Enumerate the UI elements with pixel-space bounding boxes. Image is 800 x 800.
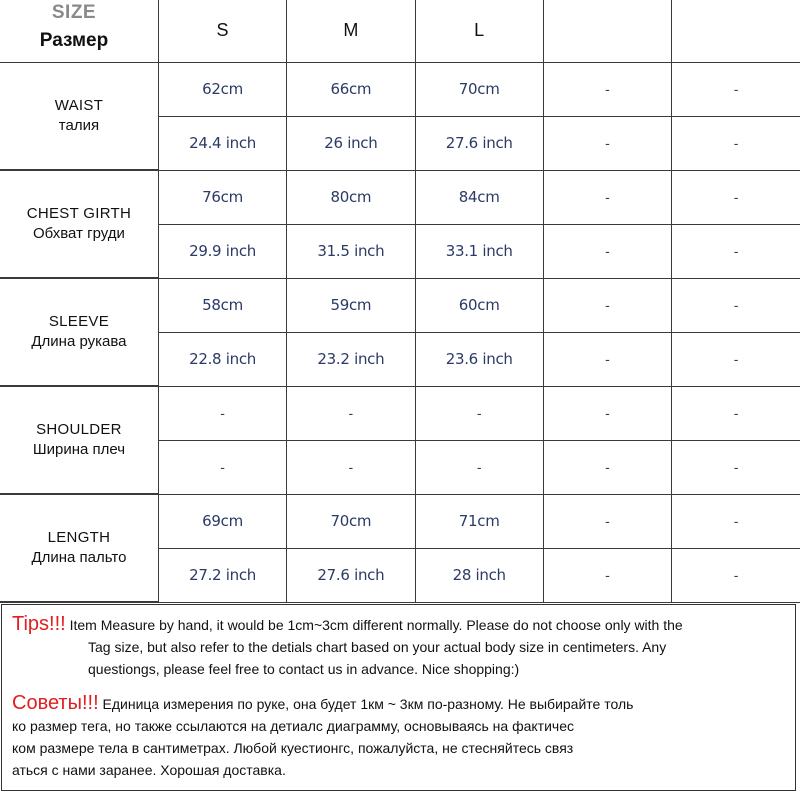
size-label-en: SIZE [51,2,97,23]
inch-value-cell: - [415,440,543,494]
measure-label-en: SHOULDER [36,421,122,438]
cm-value-cell: - [672,494,800,548]
tips-en-line-1: Item Measure by hand, it would be 1cm~3cm different normally. Please do not choose only with the [69,617,683,633]
cm-value-cell: 69cm [158,494,286,548]
cm-value-cell: - [672,278,800,332]
measure-label-en: WAIST [54,96,104,114]
size-column-l: L [415,0,543,62]
inch-value-cell: - [287,440,415,494]
cm-value-cell: - [287,386,415,440]
inch-value-cell: 27.2 inch [158,548,286,602]
cm-value-cell: - [543,170,671,224]
measure-row-cm [0,386,800,440]
measure-label-ru: Длина пальто [31,549,127,566]
inch-value-cell: 23.6 inch [415,332,543,386]
tips-ru-line-1: Единица измерения по руке, она будет 1км ~ 3км по-разному. Не выбирайте толь [102,696,634,712]
measure-label [0,494,158,602]
inch-value-cell: - [543,548,671,602]
size-label-ru: Размер [39,30,109,51]
cm-value-cell: - [543,278,671,332]
inch-value-cell: - [158,440,286,494]
cm-value-cell: 80cm [287,170,415,224]
inch-value-cell: 22.8 inch [158,332,286,386]
cm-value-cell: 84cm [415,170,543,224]
cm-value-cell: 76cm [158,170,286,224]
tips-label-ru: Советы!!! [12,692,99,714]
size-column-m: M [287,0,415,62]
inch-value-cell: - [543,116,671,170]
cm-value-cell: - [672,62,800,116]
cm-value-cell: 59cm [287,278,415,332]
inch-value-cell: - [672,332,800,386]
measure-label-ru: Длина рукава [31,333,127,350]
tips-en-line-3: questiongs, please feel free to contact us in advance. Nice shopping:) [88,661,520,677]
tips-en [12,613,787,680]
tips-ru-line-4: аться с нами заранее. Хорошая доставка. [12,762,286,778]
tips-label-en: Tips!!! [12,613,66,635]
inch-value-cell: - [543,224,671,278]
measure-label-ru: Ширина плеч [32,441,126,458]
cm-value-cell: - [543,494,671,548]
cm-value-cell: 71cm [415,494,543,548]
cm-value-cell: - [672,170,800,224]
cm-value-cell: 62cm [158,62,286,116]
inch-value-cell: - [543,440,671,494]
size-header-cell [0,0,158,62]
cm-value-cell: 70cm [415,62,543,116]
inch-value-cell: - [543,332,671,386]
measure-row-cm [0,278,800,332]
measure-label-en: CHEST GIRTH [26,205,132,222]
measure-label [0,170,158,278]
inch-value-cell: - [672,116,800,170]
inch-value-cell: 27.6 inch [415,116,543,170]
cm-value-cell: - [158,386,286,440]
inch-value-cell: 29.9 inch [158,224,286,278]
cm-value-cell: - [415,386,543,440]
cm-value-cell: - [543,62,671,116]
inch-value-cell: 28 inch [415,548,543,602]
measure-row-cm [0,62,800,116]
measure-label [0,386,158,494]
cm-value-cell: - [543,386,671,440]
header-row [0,0,800,62]
inch-value-cell: 33.1 inch [415,224,543,278]
measure-label-ru: Обхват груди [33,225,125,242]
size-column-s: S [158,0,286,62]
inch-value-cell: 23.2 inch [287,332,415,386]
inch-value-cell: 26 inch [287,116,415,170]
inch-value-cell: - [672,548,800,602]
inch-value-cell: 31.5 inch [287,224,415,278]
inch-value-cell: 27.6 inch [287,548,415,602]
measure-label [0,62,158,170]
inch-value-cell: - [672,224,800,278]
measure-label-en: SLEEVE [48,313,110,330]
measure-label-en: LENGTH [47,529,111,546]
measure-row-cm [0,170,800,224]
tips-ru-line-3: ком размере тела в сантиметрах. Любой куестионгс, пожалуйста, не стесняйтесь связ [12,740,574,756]
size-column-empty-2 [672,0,800,62]
tips-ru-line-2: ко размер тега, но также ссылаются на детиалс диаграмму, основываясь на фактичес [12,718,574,734]
inch-value-cell: - [672,440,800,494]
cm-value-cell: 66cm [287,62,415,116]
tips-box [1,604,796,791]
measure-label [0,278,158,386]
cm-value-cell: - [672,386,800,440]
tips-ru [12,692,787,781]
size-column-empty-1 [543,0,671,62]
cm-value-cell: 58cm [158,278,286,332]
measure-label-ru: талия [58,116,100,134]
measure-row-cm [0,494,800,548]
inch-value-cell: 24.4 inch [158,116,286,170]
cm-value-cell: 70cm [287,494,415,548]
cm-value-cell: 60cm [415,278,543,332]
tips-en-line-2: Tag size, but also refer to the detials chart based on your actual body size in centimeters. Any [88,639,667,655]
